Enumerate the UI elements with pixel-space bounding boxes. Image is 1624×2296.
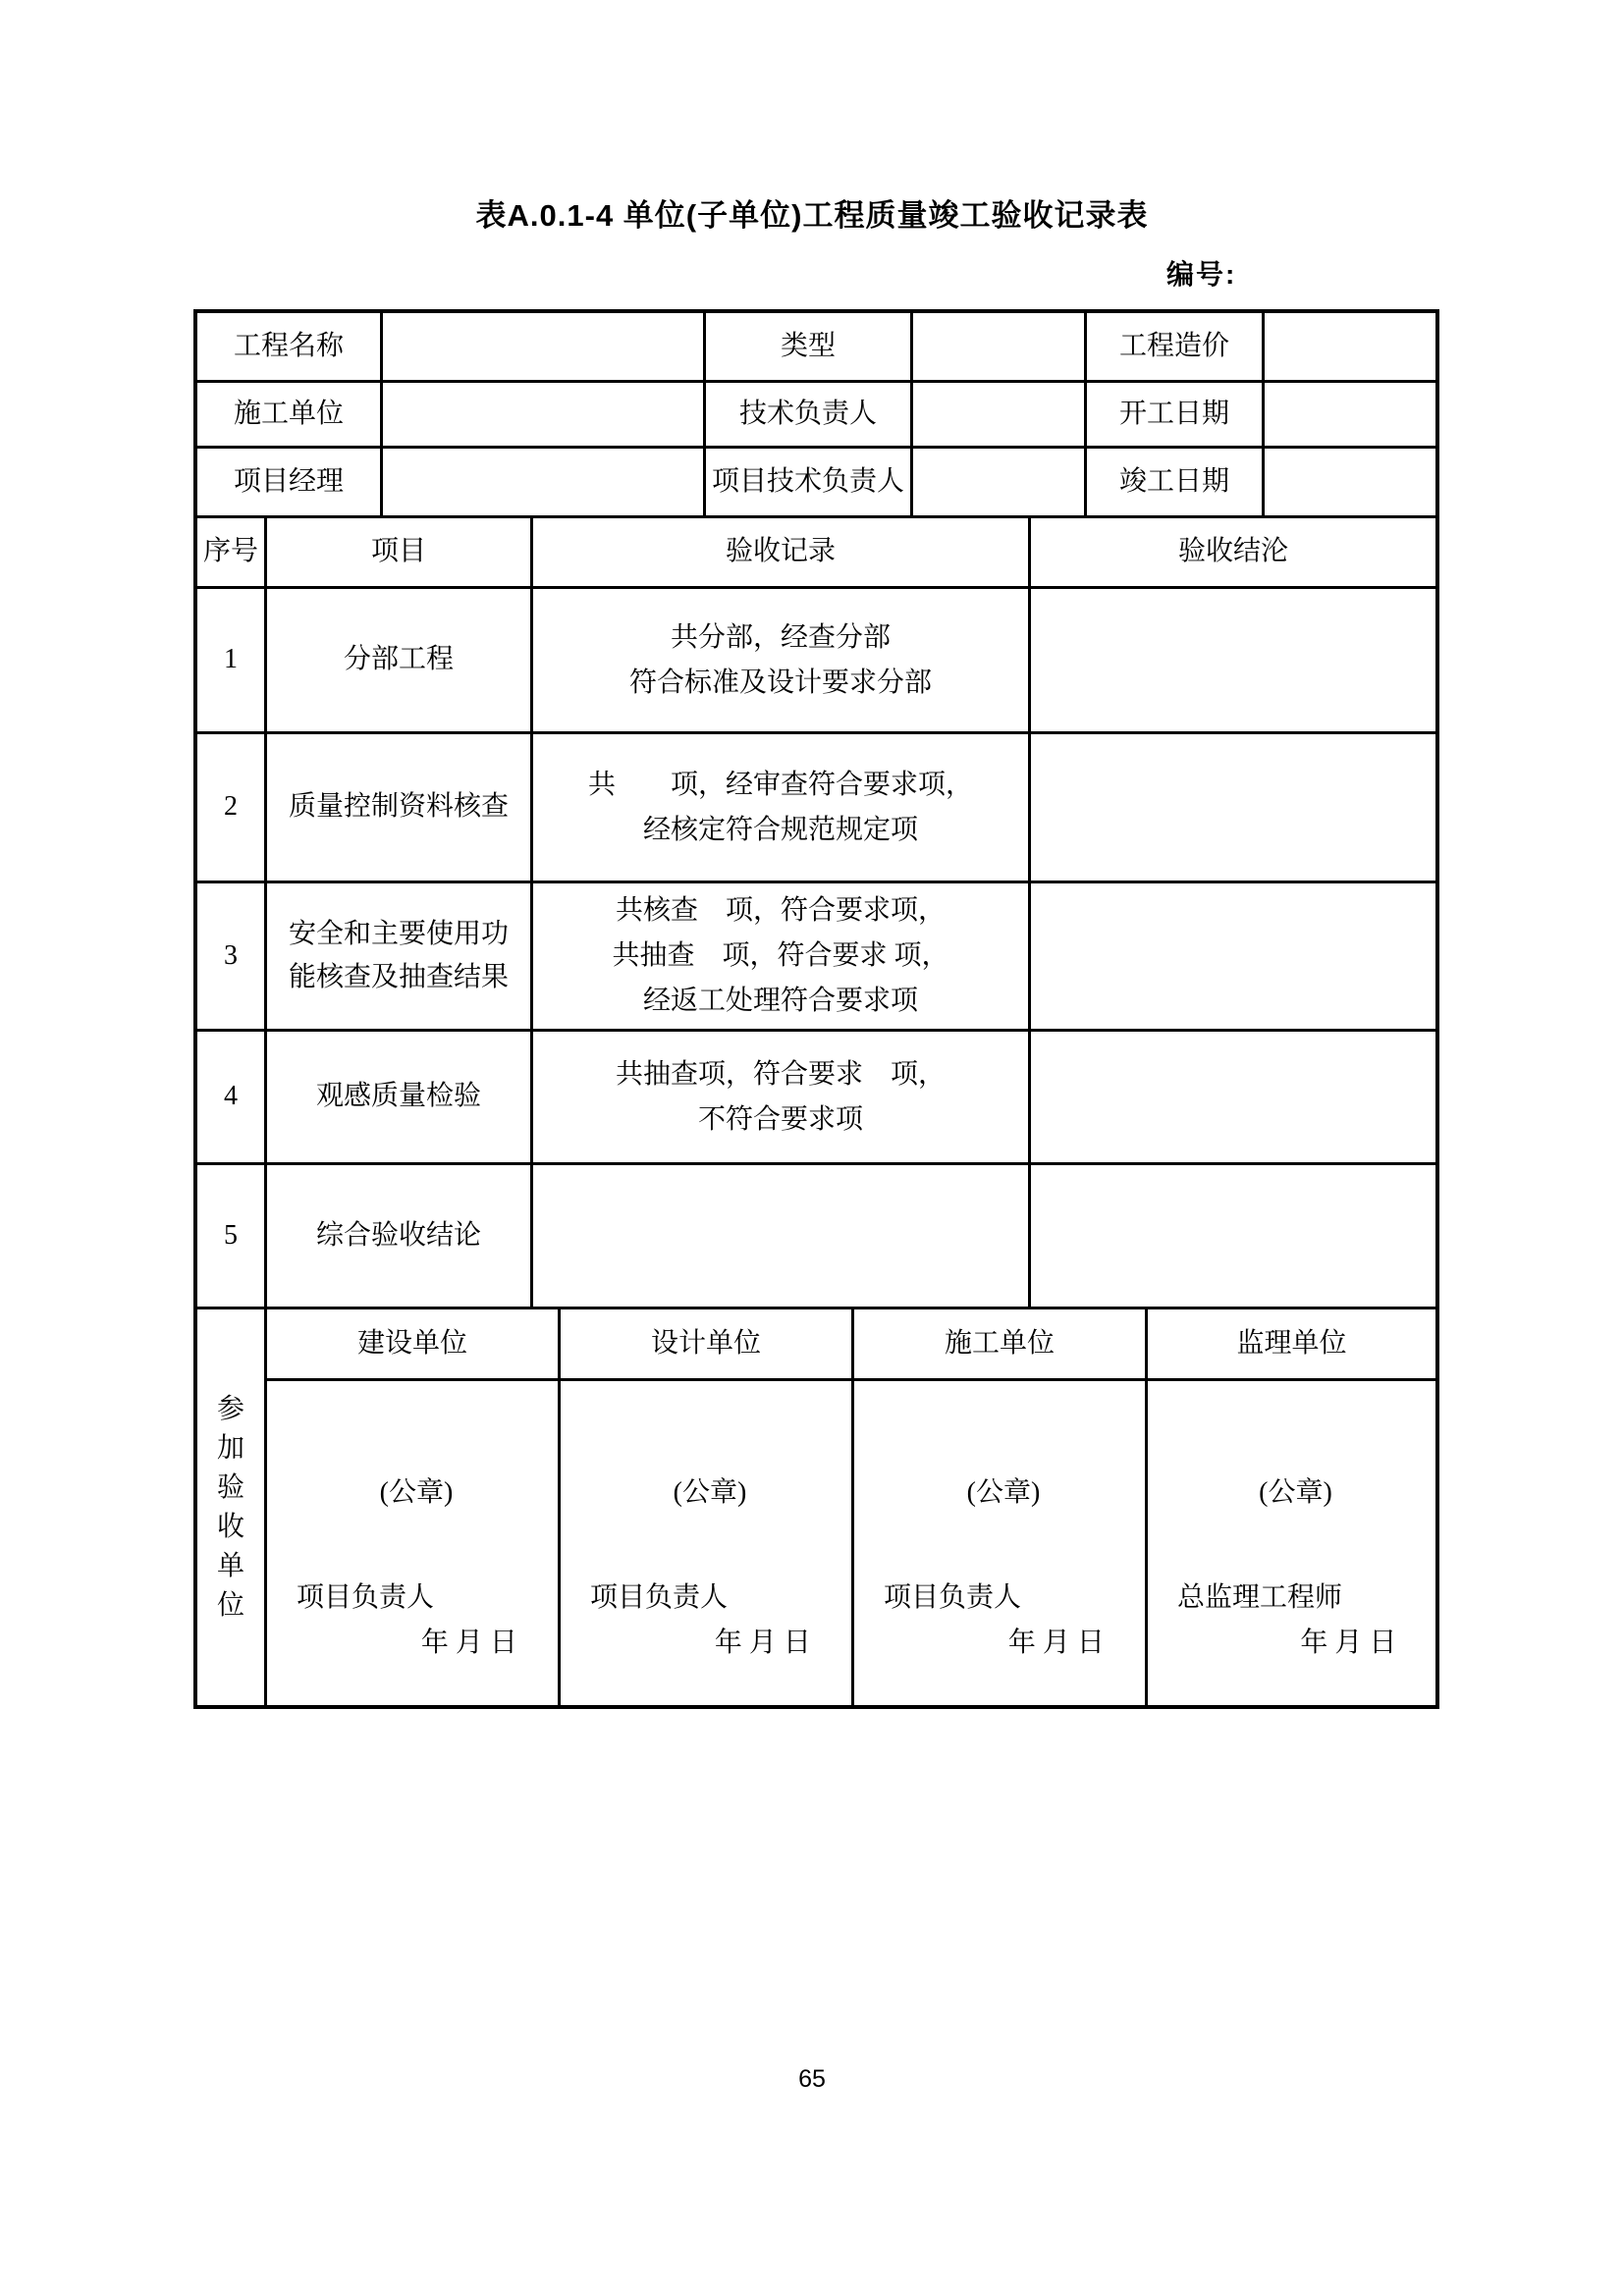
signer-label: 项目负责人 [590, 1582, 729, 1613]
row1-item: 分部工程 [267, 589, 530, 731]
project-manager-label: 项目经理 [197, 449, 380, 515]
date-placeholder: 年月日 [1007, 1628, 1111, 1658]
signer-label: 项目负责人 [884, 1582, 1022, 1613]
row3-item [267, 883, 530, 1029]
row4-no: 4 [197, 1032, 264, 1162]
signer-label: 总监理工程师 [1177, 1582, 1343, 1613]
design-sign-cell[interactable] [561, 1381, 851, 1705]
project-name-value[interactable] [383, 313, 703, 380]
row3-record-line3: 经返工处理符合要求项 [642, 986, 918, 1016]
start-date-value[interactable] [1265, 383, 1435, 446]
technical-director-value[interactable] [913, 383, 1084, 446]
completion-date-label: 竣工日期 [1087, 449, 1262, 515]
checklist-section [197, 518, 1435, 1307]
builder-unit-header: 施工单位 [854, 1309, 1145, 1378]
official-seal-placeholder: (公章) [966, 1477, 1041, 1508]
date-placeholder: 年月日 [714, 1628, 818, 1658]
acceptance-record-table [193, 309, 1439, 1709]
row4-record-line2: 不符合要求项 [697, 1103, 863, 1135]
row2-record[interactable] [533, 734, 1028, 881]
completion-date-value[interactable] [1265, 449, 1435, 515]
project-technical-director-label: 项目技术负责人 [706, 449, 910, 515]
signature-section [197, 1309, 1435, 1705]
header-acceptance-record: 验收记录 [533, 518, 1028, 586]
participating-units-text: 参加验收单位 [216, 1393, 244, 1621]
row1-record[interactable] [533, 589, 1028, 731]
signer-label: 项目负责人 [297, 1582, 435, 1613]
project-cost-value[interactable] [1265, 313, 1435, 380]
header-acceptance-conclusion: 验收结沦 [1031, 518, 1435, 586]
project-technical-director-value[interactable] [913, 449, 1084, 515]
row1-conclusion[interactable] [1031, 589, 1435, 731]
supervision-sign-cell[interactable] [1148, 1381, 1435, 1705]
row2-no: 2 [197, 734, 264, 881]
design-unit-header: 设计单位 [561, 1309, 851, 1378]
row5-conclusion[interactable] [1031, 1165, 1435, 1307]
row4-item: 观感质量检验 [267, 1032, 530, 1162]
sign-footer [884, 1579, 1123, 1662]
header-item: 项目 [267, 518, 530, 586]
row5-no: 5 [197, 1165, 264, 1307]
row3-record[interactable] [533, 883, 1028, 1029]
project-manager-value[interactable] [383, 449, 703, 515]
page-title: 表A.0.1-4 单位(子单位)工程质量竣工验收记录表 [475, 198, 1149, 233]
row3-conclusion[interactable] [1031, 883, 1435, 1029]
row2-record-line2: 经核定符合规范规定项 [642, 814, 918, 845]
row2-record-line1: 共 项，经审查符合要求项， [587, 769, 973, 800]
row3-no: 3 [197, 883, 264, 1029]
project-name-label: 工程名称 [197, 313, 380, 380]
header-serial-no: 序号 [197, 518, 264, 586]
sign-footer [297, 1579, 536, 1662]
official-seal-placeholder: (公章) [1259, 1477, 1332, 1508]
row5-item: 综合验收结论 [267, 1165, 530, 1307]
row2-item: 质量控制资料核查 [267, 734, 530, 881]
row4-record[interactable] [533, 1032, 1028, 1162]
row5-record[interactable] [533, 1165, 1028, 1307]
construction-owner-sign-cell[interactable] [267, 1381, 558, 1705]
type-value[interactable] [913, 313, 1084, 380]
sign-footer [1177, 1579, 1414, 1662]
official-seal-placeholder: (公章) [379, 1477, 454, 1508]
row4-record-line1: 共抽查项，符合要求 项， [615, 1058, 946, 1090]
technical-director-label: 技术负责人 [706, 383, 910, 446]
info-section [197, 313, 1435, 515]
participating-units-label [197, 1309, 264, 1705]
sign-footer [590, 1579, 830, 1662]
supervision-unit-header: 监理单位 [1148, 1309, 1435, 1378]
row2-conclusion[interactable] [1031, 734, 1435, 881]
project-cost-label: 工程造价 [1087, 313, 1262, 380]
row3-record-line1: 共核查 项，符合要求项， [615, 895, 946, 926]
construction-owner-unit-header: 建设单位 [267, 1309, 558, 1378]
builder-sign-cell[interactable] [854, 1381, 1145, 1705]
page-number: 65 [798, 2065, 826, 2093]
row3-item-text: 安全和主要使用功能核查及抽查结果 [288, 919, 509, 992]
date-placeholder: 年月日 [420, 1628, 524, 1658]
row4-conclusion[interactable] [1031, 1032, 1435, 1162]
row3-record-line2: 共抽查 项，符合要求 项， [612, 940, 949, 971]
type-label: 类型 [706, 313, 910, 380]
doc-number-label: 编号: [1166, 259, 1237, 290]
row1-record-line1: 共分部，经查分部 [670, 621, 891, 653]
row1-record-line2: 符合标准及设计要求分部 [628, 667, 932, 698]
row1-no: 1 [197, 589, 264, 731]
construction-unit-label: 施工单位 [197, 383, 380, 446]
official-seal-placeholder: (公章) [673, 1477, 747, 1508]
start-date-label: 开工日期 [1087, 383, 1262, 446]
date-placeholder: 年月日 [1300, 1628, 1404, 1658]
construction-unit-value[interactable] [383, 383, 703, 446]
